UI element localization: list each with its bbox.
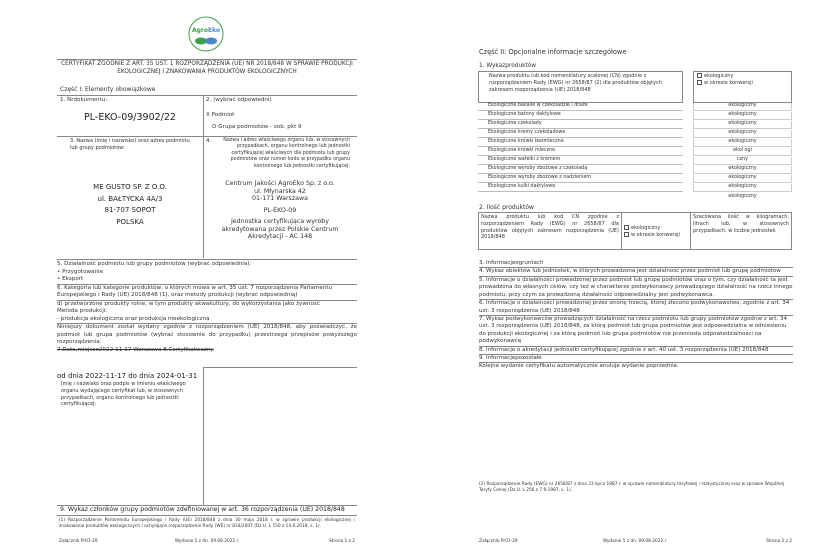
entity-country: POLSKA (116, 217, 144, 226)
method-label: Metoda produkcji: (57, 308, 108, 315)
option-group: O Grupa podmiotów - zob. pkt 9 (212, 124, 302, 130)
product-status: ekologiczny (693, 130, 792, 138)
authority-code: PL-EKO-09 (263, 206, 297, 214)
statement: Niniejszy dokument został wydany zgodnie z rozporządzeniem (UE) 2018/848, aby poświadczyć, że podmiot lub grupa podmiotów (wybrać stosownie do przypadku) przestrzega przepisów powyższego rozporządzenia. (57, 324, 357, 346)
product-name: Ekologiczne czekolady (478, 121, 683, 129)
field4-number: 4. (206, 138, 212, 144)
footer-edition: Wydanie 5 z dn. 09.08.2022 r. (602, 539, 668, 544)
activity-info: 5. Informacje o działalności prowadzonej przez podmiot lub grupę podmiotów oraz o tym, czy działalność ta jest prowadzona do własnych celów, czy też w charakterze podwykonawcy prowadzącego działalność na rzecz innego podmiotu, przy czym za prowadzoną działalność odpowiedzialny jest podwykonawca. (479, 276, 793, 298)
validity-period: od dnia 2022-11-17 do dnia 2024-01-31 (57, 372, 198, 380)
option-entity: X Podmiot (206, 112, 235, 118)
category-label: 6. Kategoria lub kategorie produktów, o których mowa w art. 35 ust. 7 rozporządzenia Parlamentu Europejskiego i Rady (UE) 2018/848 (1), oraz metody produkcji (wybrać odpowiednią) (57, 284, 357, 300)
activity-item: • Eksport (57, 276, 84, 283)
product-status: czny (693, 157, 792, 165)
authority-street: ul. Młynarska 42 (254, 187, 306, 195)
category-value: d) przetworzone produkty rolne, w tym produkty akwakultury, do wykorzystania jako żywność (57, 300, 357, 309)
option-conversion: w okresie konwersji (704, 79, 753, 86)
product-name: Ekologiczne kremy czekoladowe (478, 130, 683, 138)
option-organic: ekologiczny (704, 73, 734, 79)
product-status: ekologiczny (693, 112, 792, 120)
authority-city: 01-171 Warszawa (251, 195, 309, 203)
entity-name: ME GUSTO SP. Z O.O. (93, 183, 167, 191)
group-members-label: 9. Wykaz członków grupy podmiotów zdefiniowanej w art. 36 rozporządzenia (UE) 2018/848 (60, 506, 345, 513)
other-info-label: 9. Informacjepozostałe (479, 354, 793, 362)
certificate-title: CERTYFIKAT ZGODNIE Z ART. 35 UST. 1 ROZPORZĄDZENIA (UE) NR 2018/848 W SPRAWIE PRODUKCJI EKOLOGICZNEJ I ZNAKOWANIA PRODUKTÓW EKOLOGICZNYCH (61, 61, 353, 75)
product-name: Ekologiczne batony daktylowe (478, 112, 683, 120)
checkbox-organic (624, 225, 629, 230)
part2-heading: Część II: Opcjonalne informacje szczegółowe (479, 48, 627, 56)
other-sections (479, 260, 793, 371)
checkbox-conversion (624, 232, 629, 237)
footer-page: Strona 2 z 2 (766, 539, 792, 544)
product-status: ekologiczny (693, 121, 792, 129)
signature-label: Imię i nazwisko oraz podpis w imieniu właściwego organu wydającego certyfikat lub, w stosownych przypadkach, organu kontrolnego lub jednostki certyfikującej: (61, 381, 186, 408)
authority-name: Centrum Jakości AgroEko Sp. z o.o. (225, 180, 335, 187)
accreditation-info: 8. Informacje o akredytacji jednostki certyfikującej zgodnie z art. 40 ust. 3 rozporządzenia (UE) 2018/848 (479, 346, 793, 354)
product-name: Ekologiczne krówki bezmleczne (478, 139, 683, 147)
product-status: ekologiczny (693, 103, 792, 111)
product-status: ekol ogi (693, 148, 792, 156)
method-value: - produkcja ekologiczna oraz produkcja nieekologiczna (57, 315, 210, 322)
doc-number: PL-EKO-09/3902/22 (84, 112, 176, 123)
checkbox-organic (697, 73, 702, 78)
product-name: Ekologiczne bakalie w czekoladzie i draże (478, 103, 683, 111)
product-name: Ekologiczne krówki mleczne (478, 148, 683, 156)
subcontractors-list: 7. Wykaz podwykonawców prowadzących działalność na rzecz podmiotu lub grupy podmiotów zgodnie z art. 34 ust. 3 rozporządzenia (UE) 2018/848, za którą podmiot lub grupa podmiotów jest odpowiedzialna w odniesieniu do produkcji ekologicznej i za którą podmiot lub grupa podmiotów nie przeniosła odpowiedzialności na podwykonawcę (479, 315, 793, 346)
footnote-1: (1) Rozporządzenie Parlamentu Europejskiego i Rady (UE) 2018/848 z dnia 30 maja 2018 r. w sprawie produkcji ekologicznej i znakowania produktów ekologicznych i uchylające rozporządzenie Rady (WE) nr 834/2007 (Dz.U. L 150 z 14.6.2018, s. 1). (59, 518, 355, 529)
authority-label: Nazwa i adres właściwego organu lub, w stosownych przypadkach, organu kontrolnego lub jednostki certyfikującej właściwych dla podmiotu lub grupy podmiotów oraz numer kodu w przypadku organu kontrolnego lub jednostki certyfikującej: (223, 138, 350, 169)
entity-name-label: 3. Nazwa (imię i nazwisko) oraz adres podmiotu lub grupy podmiotów: (70, 138, 190, 151)
product-name: Ekologiczne wyroby zbożowe z nadzieniem (478, 175, 683, 183)
entity-city: 81-707 SOPOT (104, 206, 156, 215)
product-name: Ekologiczne wafelki z kremem (478, 157, 683, 165)
product-status: ekologiczny (693, 175, 792, 183)
authority-accreditation: Jednostka certyfikująca wyroby akredytowana przez Polskie Centrum Akredytacji - AC 148 (221, 218, 339, 241)
footer-edition: Wydanie 5 z dn. 09.08.2022 r. (174, 539, 240, 544)
third-party-info: 6. Informacje o działalności prowadzonej przez stronę trzecią, której zlecono podwykonawstwo, zgodnie z art. 34 ust. 3 rozporządzenia (UE) 2018/848 (479, 299, 793, 315)
quantity-col-status (621, 212, 691, 250)
product-status: ekologiczny (693, 184, 792, 192)
activity-label: 5. Działalność podmiotu lub grupy podmiotów (wybrać odpowiednia): (57, 261, 252, 267)
footer-annex: Załącznik Pr01-29 (59, 539, 98, 544)
products-list-heading: 1. Wykazproduktów (479, 63, 537, 69)
entity-type-label: 2. (wybrać odpowiedni) (206, 97, 272, 103)
quantity-col-product: Nazwa produktu lub kod CN zgodnie z rozporządzeniem Rady (EWG) nr 2658/87 dla produktów objętych zakresem rozporządzenia (UE) 2018/848 (478, 212, 622, 250)
status-header (693, 71, 792, 103)
option-conversion: w okresie konwersji (631, 231, 680, 238)
extra-status: ekologiczny (728, 194, 757, 199)
footnote-2: (2) Rozporządzenie Rady (EWG) nr 2658/87 z dnia 23 lipca 1987 r. w sprawie nomenklatury taryfowej i statystycznej oraz w sprawie Wspólnej Taryfy Celnej (Dz.U. L 256 z 7.9.1987, s. 1). (479, 482, 785, 493)
doc-number-label: 1. Nrdokumentu: (60, 97, 108, 103)
option-organic: ekologiczny (631, 225, 661, 231)
activity-section (57, 261, 357, 355)
product-status: ekologiczny (693, 139, 792, 147)
date-place: 7.Data,miejsce2022-11-17 Warszawa 8.Certyfikatważny (57, 347, 214, 354)
footer-annex: Załącznik Pr01-29 (479, 539, 518, 544)
quantity-heading: 2. Ilość produktów (479, 204, 534, 211)
svg-text:AgroEko: AgroEko (191, 27, 221, 34)
entity-street: ul. BAŁTYCKA 4A/3 (97, 194, 163, 203)
land-info: 3. Informacjeogruntach (479, 260, 544, 266)
authority-address (203, 180, 357, 241)
products-header: Nazwa produktu lub kod nomenklatury scalonej (CN) zgodnie z rozporządzeniem Rady (EWG) nr 2658/87 (2) dla produktów objętych zakresem rozporządzenia (UE) 2018/848 (478, 71, 683, 103)
other-info-text: Kolejne wydanie certyfikatu automatycznie anuluje wydanie poprzednie. (479, 362, 793, 370)
product-name: Ekologiczne wyroby zbożowe z czekoladą (478, 166, 683, 174)
product-status: ekologiczny (693, 166, 792, 174)
agroeko-logo (186, 14, 226, 56)
activity-item: • Przygotowanie (57, 268, 104, 275)
quantity-col-amount: Szacowana ilość w kilogramach, litrach lub, w stosownych przypadkach, w liczbie jednostek (690, 212, 792, 250)
premises-list: 4. Wykaz obiektów lub jednostek, w których prowadzona jest działalność przez podmiot lub grupę podmiotów (479, 267, 793, 275)
entity-address (57, 182, 203, 228)
product-name: Ekologiczne kulki daktylowe (478, 184, 683, 192)
part1-heading: Część I: Elementy obowiązkowe (60, 86, 156, 93)
footer-page: Strona 1 z 2 (329, 539, 355, 544)
checkbox-conversion (697, 80, 702, 85)
